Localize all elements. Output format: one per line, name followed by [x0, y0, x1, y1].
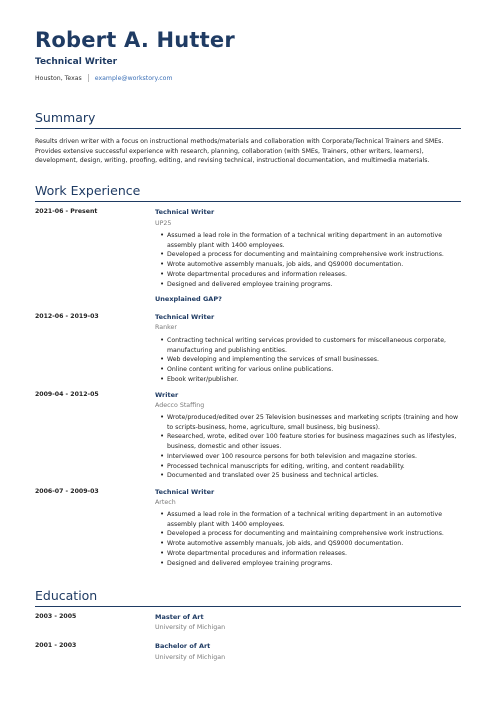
- job-bullet: • Wrote automotive assembly manuals, job aids, and QS9000 documentation.: [160, 260, 462, 270]
- job-company: Ranker: [155, 324, 177, 331]
- gap-label: Unexplained GAP?: [155, 295, 222, 303]
- job-company: UP25: [155, 220, 172, 227]
- location-text: Houston, Texas: [35, 75, 82, 82]
- candidate-title: Technical Writer: [35, 57, 118, 67]
- job-bullet: • Assumed a lead role in the formation of a technical writing department in an automotive assembly plant with 1400 employees.: [160, 510, 462, 529]
- contact-line: [35, 74, 173, 82]
- job-bullet: • Online content writing for various online publications.: [160, 365, 462, 375]
- candidate-name: Robert A. Hutter: [35, 28, 235, 52]
- job-title: Technical Writer: [155, 313, 215, 321]
- job-bullets: [160, 231, 462, 289]
- email-link[interactable]: example@workstory.com: [94, 75, 173, 82]
- contact-divider: [88, 74, 89, 82]
- job-dates: 2009-04 - 2012-05: [35, 391, 99, 398]
- education-dates: 2003 - 2005: [35, 613, 77, 620]
- job-bullet: • Documented and translated over 25 business and technical articles.: [160, 471, 462, 481]
- job-bullet: • Ebook writer/publisher.: [160, 375, 462, 385]
- job-company: Adecco Staffing: [155, 402, 205, 409]
- summary-heading: Summary: [35, 110, 96, 125]
- job-bullet: • Wrote departmental procedures and information releases.: [160, 549, 462, 559]
- summary-text: Results driven writer with a focus on instructional methods/materials and collaboration with Corporate/Technical Trainers and SMEs. Provides extensive successful experience with research, planning, collaboration (with SMEs, Trainers, other writers, learners), development, design, writing, proofing, editing, and revising technical, instructional documentation, and multimedia materials.: [35, 138, 444, 165]
- job-bullet: • Assumed a lead role in the formation of a technical writing department in an automotive assembly plant with 1400 employees.: [160, 231, 462, 250]
- experience-divider: [35, 201, 461, 202]
- job-bullet: • Designed and delivered employee training programs.: [160, 280, 462, 290]
- job-bullet: • Web developing and implementing the services of small businesses.: [160, 355, 462, 365]
- summary-divider: [35, 128, 461, 129]
- job-bullets: [160, 336, 462, 385]
- job-bullet: • Developed a process for documenting and maintaining comprehensive work instructions.: [160, 250, 462, 260]
- education-degree: Master of Art: [155, 613, 204, 621]
- job-bullets: [160, 413, 462, 481]
- job-bullet: • Interviewed over 100 resource persons for both television and magazine stories.: [160, 452, 462, 462]
- education-school: University of Michigan: [155, 654, 226, 661]
- education-divider: [35, 606, 461, 607]
- job-bullets: [160, 510, 462, 568]
- job-company: Artech: [155, 499, 176, 506]
- job-title: Writer: [155, 391, 179, 399]
- education-heading: Education: [35, 588, 98, 603]
- job-title: Technical Writer: [155, 488, 215, 496]
- job-bullet: • Wrote departmental procedures and information releases.: [160, 270, 462, 280]
- job-bullet: • Designed and delivered employee training programs.: [160, 559, 462, 569]
- job-bullet: • Researched, wrote, edited over 100 feature stories for business magazines such as lifestyles, business, domestic and other issues.: [160, 432, 462, 451]
- education-dates: 2001 - 2003: [35, 642, 77, 649]
- job-bullet: • Processed technical manuscripts for editing, writing, and content readability.: [160, 462, 462, 472]
- job-dates: 2006-07 - 2009-03: [35, 488, 99, 495]
- job-bullet: • Wrote automotive assembly manuals, job aids, and QS9000 documentation.: [160, 539, 462, 549]
- job-dates: 2021-06 - Present: [35, 208, 98, 215]
- job-bullet: • Contracting technical writing services provided to customers for miscellaneous corporate, manufacturing and publishing entities.: [160, 336, 462, 355]
- job-title: Technical Writer: [155, 208, 215, 216]
- job-bullet: • Wrote/produced/edited over 25 Television businesses and marketing scripts (training and how to scripts-business, home, agriculture, small business, big business).: [160, 413, 462, 432]
- job-bullet: • Developed a process for documenting and maintaining comprehensive work instructions.: [160, 529, 462, 539]
- experience-heading: Work Experience: [35, 183, 141, 198]
- job-dates: 2012-06 - 2019-03: [35, 313, 99, 320]
- education-degree: Bachelor of Art: [155, 642, 211, 650]
- education-school: University of Michigan: [155, 624, 226, 631]
